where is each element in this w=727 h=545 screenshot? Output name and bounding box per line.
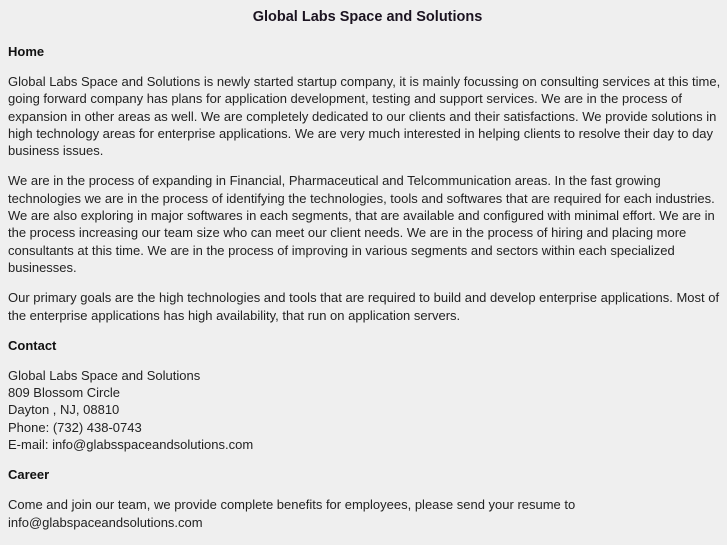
- career-email: info@glabspaceandsolutions.com: [8, 514, 203, 530]
- home-paragraph-1: Global Labs Space and Solutions is newly started startup company, it is mainly focussing on consulting services at this time, going forward company has plans for application development, testing and support services. We are in the process of expansion in other areas as well. We are completely dedicated to our clients and their satisfactions. We provide solutions in high technology areas for enterprise applications. We are very much interested in helping clients to resolve their day to day business issues.: [8, 74, 721, 159]
- career-paragraph: [8, 496, 727, 531]
- contact-company: Global Labs Space and Solutions: [8, 367, 201, 383]
- contact-section: [8, 337, 727, 453]
- home-paragraph-3: Our primary goals are the high technologies and tools that are required to build and develop enterprise applications. Most of the enterprise applications has high availability, that run on application servers.: [8, 290, 720, 323]
- home-paragraph-2: We are in the process of expanding in Financial, Pharmaceutical and Telcommunication areas. In the fast growing technologies we are in the process of identifying the technologies, tools and softwares that are required for each industries. We are also exploring in major softwares in each segments, that are available and configured with minimal effort. We are in the process increasing our team size who can meet our client needs. We are in the process of hiring and placing more consultants at this time. We are in the process of improving in various segments and sectors within each specialized businesses.: [8, 173, 715, 275]
- career-section: [8, 466, 727, 531]
- contact-city: Dayton , NJ, 08810: [8, 402, 120, 418]
- contact-email: info@glabsspaceandsolutions.com: [52, 437, 254, 453]
- contact-email-line: [8, 436, 727, 453]
- contact-phone: Phone: (732) 438-0743: [8, 419, 142, 435]
- contact-address: [8, 367, 727, 453]
- site-title: Global Labs Space and Solutions: [252, 9, 483, 25]
- contact-heading: Contact: [8, 337, 57, 353]
- contact-email-label: E-mail:: [8, 437, 53, 453]
- home-heading: Home: [8, 44, 45, 59]
- contact-street: 809 Blossom Circle: [8, 385, 120, 401]
- career-text: Come and join our team, we provide complete benefits for employees, please send your resume to: [8, 497, 576, 513]
- career-heading: Career: [8, 467, 50, 483]
- home-section: [8, 43, 727, 324]
